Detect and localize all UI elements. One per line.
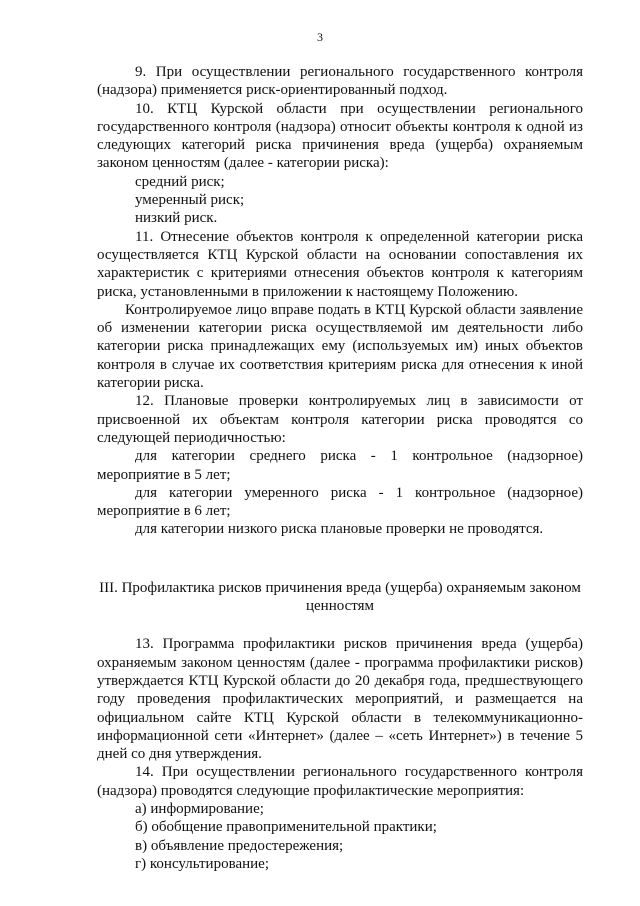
paragraph-11: 11. Отнесение объектов контроля к определенной категории риска осуществляется КТЦ Курской области на основании сопоставления их характеристик с критериями отнесения объектов контроля к категориям риска, установленными в приложении к настоящему Положению.: [97, 228, 583, 300]
inspection-frequency-item: для категории низкого риска плановые проверки не проводятся.: [135, 521, 544, 538]
paragraph-13: 13. Программа профилактики рисков причинения вреда (ущерба) охраняемым законом ценностям (далее - программа профилактики рисков) утверждается КТЦ Курской области до 20 декабря года, предшествующего году проведения профилактических мероприятий, и размещается на официальном сайте КТЦ Курской области в телекоммуникационно-информационной сети «Интернет» (далее – «сеть Интернет») в течение 5 дней со дня утверждения.: [97, 636, 583, 763]
document-body: [97, 63, 583, 873]
paragraph-14: 14. При осуществлении регионального государственного контроля (надзора) проводятся следующие профилактические мероприятия:: [97, 764, 583, 799]
paragraph-10: 10. КТЦ Курской области при осуществлении регионального государственного контроля (надзора) относит объекты контроля к одной из следующих категорий риска причинения вреда (ущерба) охраняемым законом ценностям (далее - категории риска):: [97, 100, 583, 172]
prevention-measure-item: г) консультирование;: [135, 855, 270, 872]
prevention-measure-item: в) объявление предостережения;: [135, 837, 344, 854]
prevention-measure-item: а) информирование;: [135, 800, 264, 817]
paragraph-12: 12. Плановые проверки контролируемых лиц в зависимости от присвоенной их объектам контроля категории риска проводятся со следующей периодичностью:: [97, 393, 583, 446]
section-title: III. Профилактика рисков причинения вреда (ущерба) охраняемым законом ценностям: [99, 579, 581, 615]
risk-category-item: низкий риск.: [135, 210, 218, 227]
prevention-measure-item: б) обобщение правоприменительной практики;: [135, 819, 437, 836]
paragraph-9: 9. При осуществлении регионального государственного контроля (надзора) применяется риск-ориентированный подход.: [97, 64, 583, 99]
page-number: 3: [317, 30, 323, 44]
risk-category-item: умеренный риск;: [135, 192, 245, 209]
inspection-frequency-item: для категории умеренного риска - 1 контрольное (надзорное) мероприятие в 6 лет;: [97, 484, 583, 520]
inspection-frequency-item: для категории среднего риска - 1 контрольное (надзорное) мероприятие в 5 лет;: [97, 448, 583, 483]
risk-category-item: средний риск;: [135, 173, 225, 190]
paragraph-11-continued: Контролируемое лицо вправе подать в КТЦ Курской области заявление об изменении категории риска осуществляемой им деятельности либо категории риска принадлежащих ему (используемых им) иных объектов контроля в случае их соответствия критериям риска для отнесения к иной категории риска.: [97, 301, 583, 392]
